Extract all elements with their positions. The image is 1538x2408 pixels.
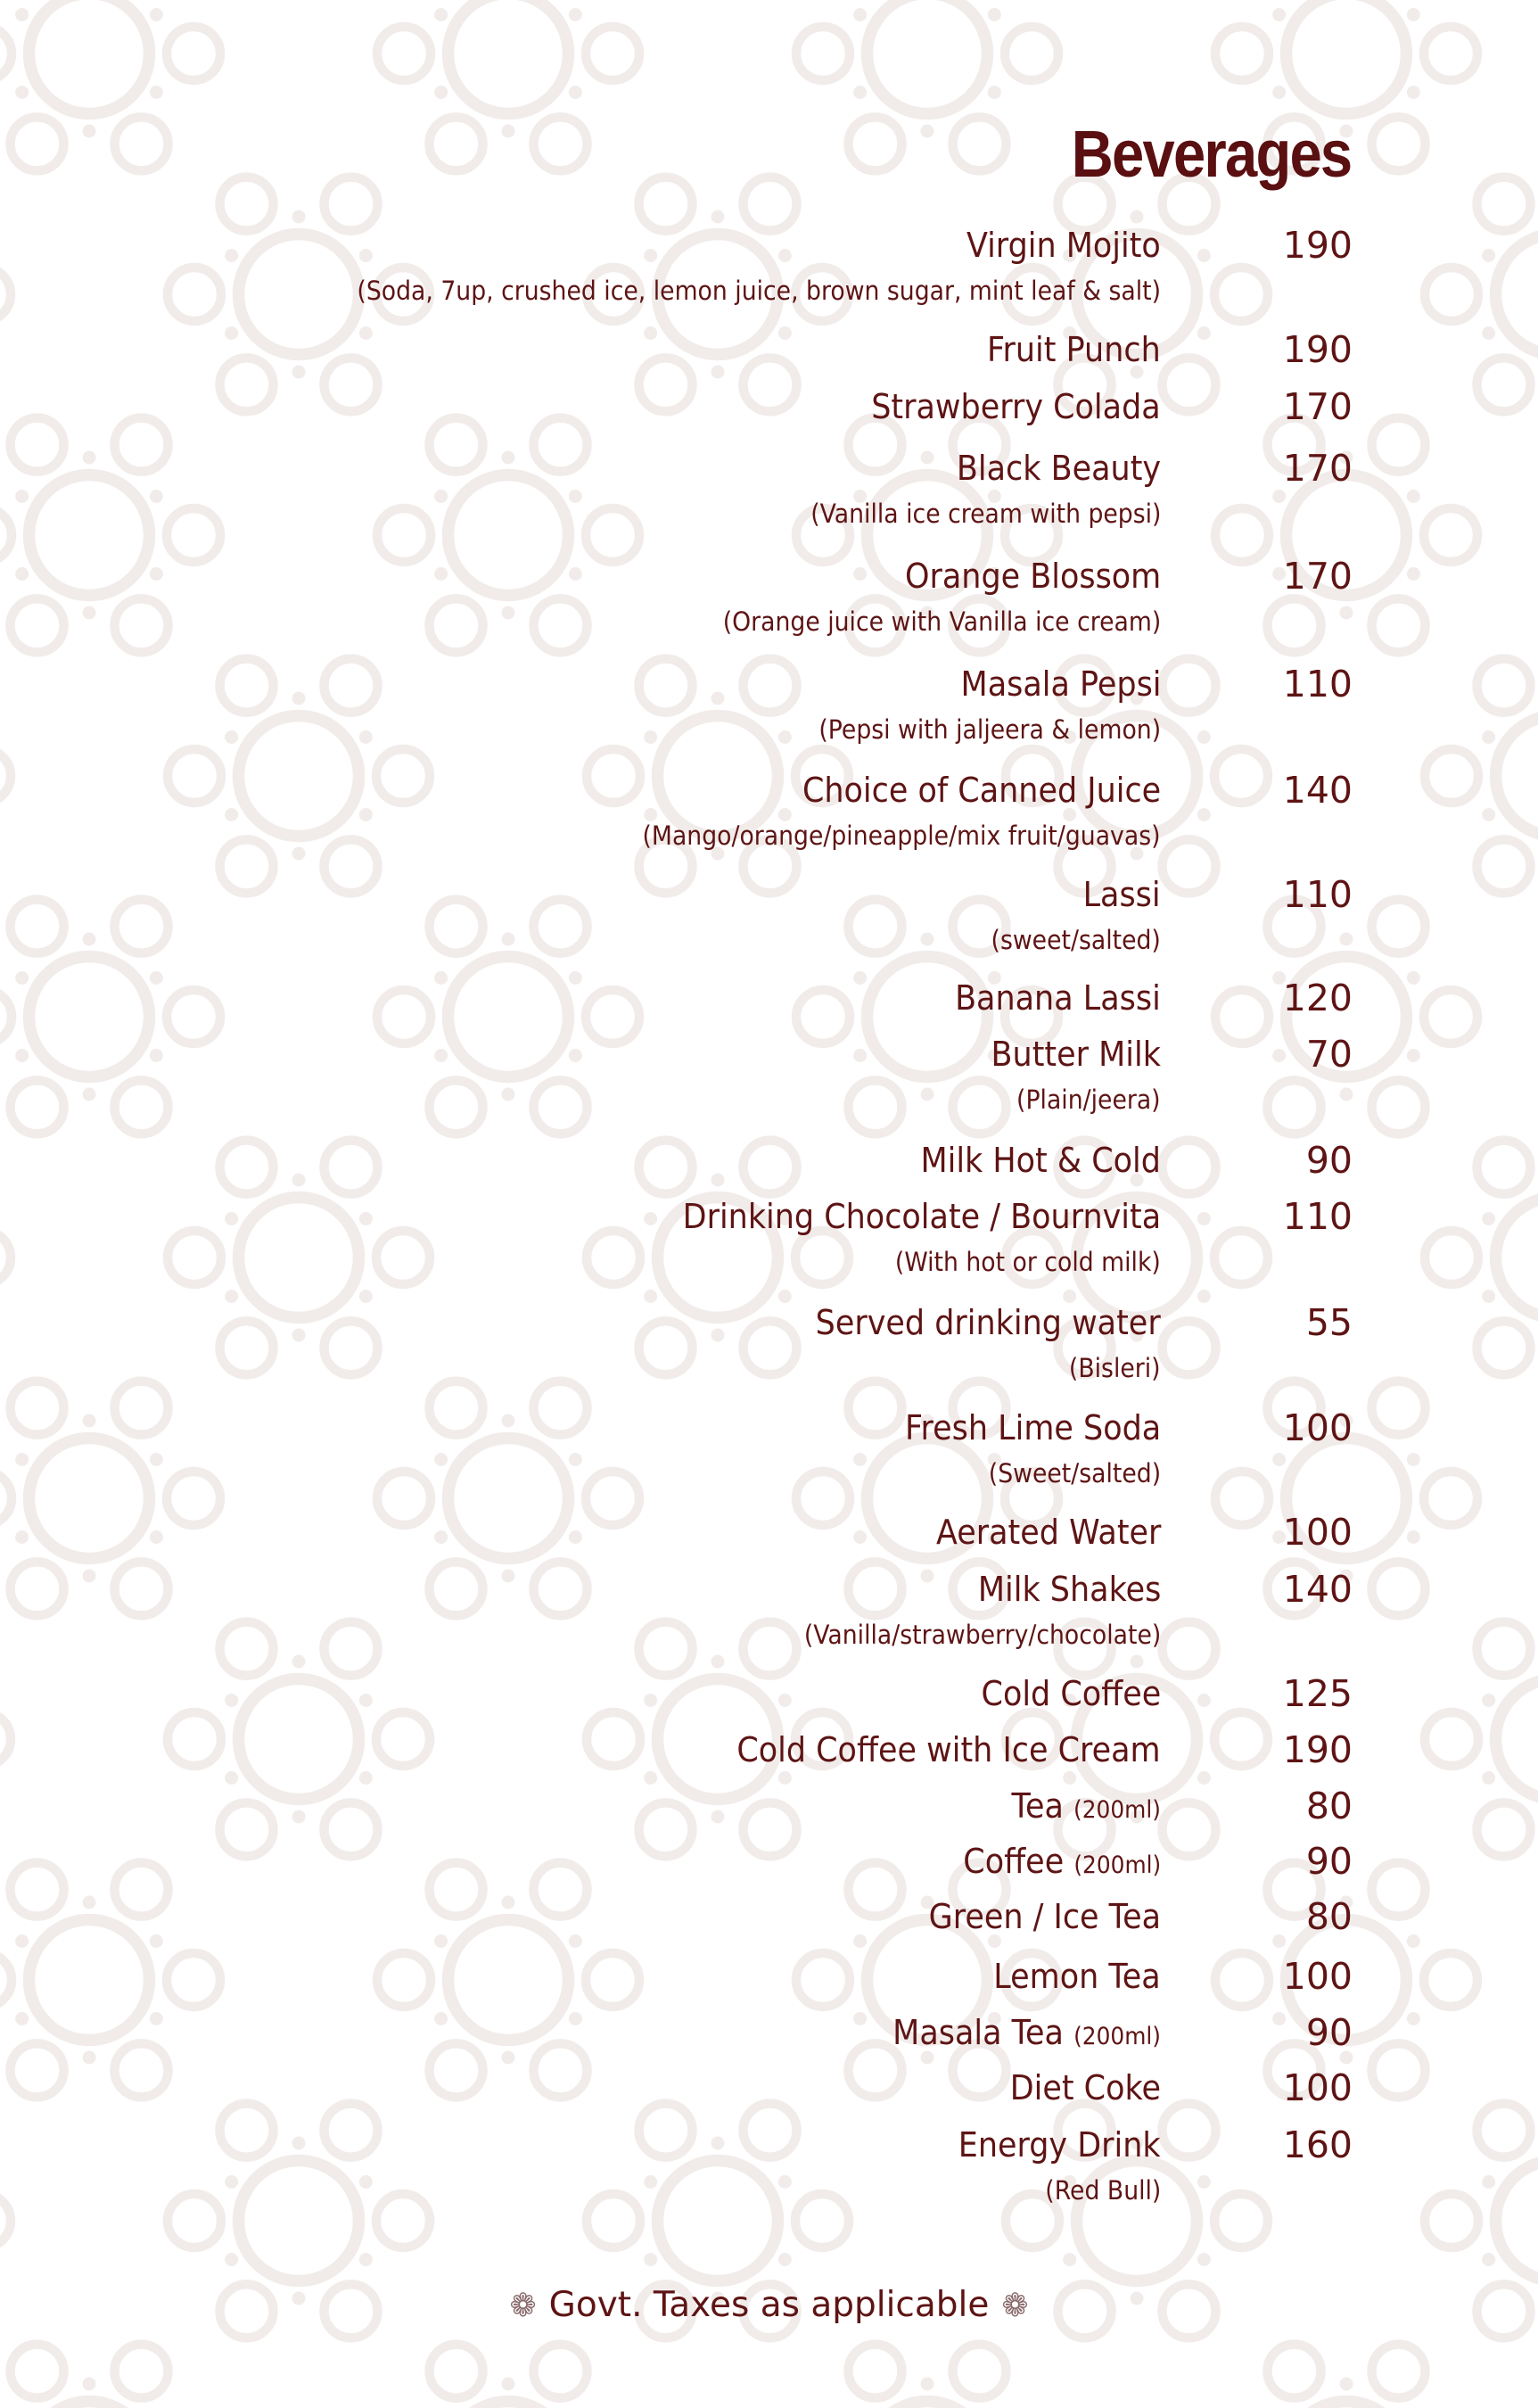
item-price: 160 bbox=[1282, 2123, 1353, 2166]
item-name bbox=[978, 1570, 1161, 1609]
item-price: 70 bbox=[1305, 1033, 1353, 1076]
flower-motif bbox=[377, 1863, 639, 2098]
flower-motif bbox=[0, 900, 220, 1134]
item-name bbox=[683, 1197, 1161, 1236]
item-price: 100 bbox=[1282, 1511, 1353, 1554]
item-name bbox=[1083, 875, 1161, 914]
item-name-text: Choice of Canned Juice bbox=[802, 771, 1161, 810]
item-price: 170 bbox=[1282, 385, 1353, 428]
item-price: 110 bbox=[1282, 1195, 1353, 1238]
item-description: (Pepsi with jaljeera & lemon) bbox=[818, 714, 1161, 745]
item-name-text: Energy Drink bbox=[958, 2125, 1161, 2165]
flower-motif bbox=[0, 2345, 220, 2408]
footer-text: Govt. Taxes as applicable bbox=[548, 2285, 990, 2325]
item-name-text: Masala Tea bbox=[892, 2013, 1064, 2052]
item-name bbox=[872, 387, 1161, 426]
item-price: 140 bbox=[1282, 1568, 1353, 1611]
flower-ornament-icon: ❁ bbox=[509, 2288, 537, 2324]
item-name-text: Cold Coffee with Ice Cream bbox=[736, 1730, 1161, 1769]
flower-motif bbox=[377, 1381, 639, 1616]
item-price: 110 bbox=[1282, 873, 1353, 916]
item-price: 110 bbox=[1282, 663, 1353, 705]
item-description: (With hot or cold milk) bbox=[895, 1247, 1161, 1277]
item-description: (Orange juice with Vanilla ice cream) bbox=[722, 606, 1161, 637]
item-name-text: Served drinking water bbox=[815, 1303, 1161, 1342]
item-price: 90 bbox=[1305, 2011, 1353, 2054]
item-price: 100 bbox=[1282, 2066, 1353, 2109]
item-name bbox=[960, 664, 1161, 704]
item-price: 100 bbox=[1282, 1406, 1353, 1449]
flower-motif bbox=[0, 659, 11, 894]
item-name bbox=[816, 1303, 1161, 1342]
item-size: (200ml) bbox=[1073, 1796, 1161, 1824]
item-name-text: Tea bbox=[1011, 1786, 1064, 1826]
flower-motif bbox=[1425, 1141, 1538, 1375]
item-name-text: Banana Lassi bbox=[955, 978, 1161, 1018]
item-name-text: Aerated Water bbox=[935, 1513, 1161, 1552]
item-description: (Sweet/salted) bbox=[988, 1458, 1161, 1489]
flower-motif bbox=[0, 1622, 11, 1857]
item-price: 125 bbox=[1282, 1672, 1353, 1715]
item-name bbox=[936, 1513, 1161, 1552]
item-name-text: Cold Coffee bbox=[981, 1674, 1161, 1713]
flower-motif bbox=[587, 1141, 849, 1375]
item-name bbox=[737, 1730, 1161, 1769]
flower-motif bbox=[168, 1141, 430, 1375]
item-name-text: Drinking Chocolate / Bournvita bbox=[682, 1197, 1161, 1236]
item-name bbox=[929, 1897, 1161, 1936]
flower-motif bbox=[796, 2345, 1058, 2408]
item-name bbox=[1012, 1786, 1161, 1826]
item-name-text: Black Beauty bbox=[956, 449, 1161, 488]
flower-motif bbox=[168, 659, 430, 894]
item-name bbox=[802, 771, 1161, 810]
item-name-text: Coffee bbox=[963, 1842, 1064, 1881]
item-price: 90 bbox=[1305, 1139, 1353, 1182]
item-price: 80 bbox=[1305, 1895, 1353, 1938]
item-name bbox=[981, 1674, 1161, 1713]
flower-motif bbox=[377, 0, 639, 170]
flower-motif bbox=[0, 1381, 220, 1616]
item-description: (sweet/salted) bbox=[991, 925, 1161, 955]
item-price: 120 bbox=[1282, 977, 1353, 1019]
flower-motif bbox=[1425, 659, 1538, 894]
item-name bbox=[958, 2125, 1161, 2165]
item-price: 190 bbox=[1282, 224, 1353, 267]
item-description: (Red Bull) bbox=[1044, 2175, 1161, 2206]
item-description: (Mango/orange/pineapple/mix fruit/guavas) bbox=[643, 821, 1161, 851]
flower-motif bbox=[0, 1863, 220, 2098]
item-price: 100 bbox=[1282, 1955, 1353, 1998]
item-name bbox=[1010, 2068, 1161, 2107]
item-price: 170 bbox=[1282, 447, 1353, 490]
item-price: 190 bbox=[1282, 328, 1353, 371]
flower-motif bbox=[0, 1141, 11, 1375]
item-price: 190 bbox=[1282, 1728, 1353, 1771]
item-price: 55 bbox=[1305, 1301, 1353, 1344]
item-price: 80 bbox=[1305, 1785, 1353, 1827]
item-size: (200ml) bbox=[1073, 1851, 1161, 1879]
flower-motif bbox=[1425, 177, 1538, 412]
flower-motif bbox=[796, 0, 1058, 170]
item-price: 90 bbox=[1305, 1840, 1353, 1883]
item-name-text: Milk Shakes bbox=[977, 1570, 1161, 1609]
item-name-text: Fruit Punch bbox=[987, 330, 1161, 369]
item-price: 170 bbox=[1282, 555, 1353, 598]
flower-motif bbox=[0, 418, 220, 653]
item-name-text: Green / Ice Tea bbox=[928, 1897, 1161, 1936]
item-name bbox=[892, 2013, 1161, 2052]
footer-note bbox=[0, 2285, 1538, 2325]
flower-motif bbox=[1425, 1622, 1538, 1857]
item-price: 140 bbox=[1282, 769, 1353, 812]
item-name bbox=[991, 1035, 1161, 1074]
item-name bbox=[905, 557, 1161, 596]
flower-motif bbox=[377, 2345, 639, 2408]
item-name-text: Orange Blossom bbox=[904, 557, 1161, 596]
item-name bbox=[920, 1141, 1161, 1180]
item-name-text: Masala Pepsi bbox=[960, 664, 1161, 704]
item-description: (Plain/jeera) bbox=[1016, 1084, 1161, 1115]
flower-motif bbox=[377, 900, 639, 1134]
item-name bbox=[966, 226, 1161, 265]
flower-motif bbox=[168, 1622, 430, 1857]
item-name bbox=[905, 1408, 1161, 1447]
item-name-text: Virgin Mojito bbox=[966, 226, 1161, 265]
flower-motif bbox=[1215, 2345, 1477, 2408]
item-name-text: Diet Coke bbox=[1009, 2068, 1161, 2107]
page-title: Beverages bbox=[1071, 117, 1351, 191]
flower-motif bbox=[0, 177, 11, 412]
item-name bbox=[955, 978, 1161, 1018]
item-description: (Bisleri) bbox=[1069, 1353, 1161, 1383]
flower-ornament-icon: ❁ bbox=[1001, 2288, 1029, 2324]
item-name bbox=[994, 1957, 1161, 1996]
item-name-text: Lemon Tea bbox=[993, 1957, 1161, 1996]
item-name-text: Lassi bbox=[1082, 875, 1161, 914]
item-name-text: Fresh Lime Soda bbox=[904, 1408, 1161, 1447]
item-size: (200ml) bbox=[1073, 2023, 1161, 2050]
item-description: (Soda, 7up, crushed ice, lemon juice, brown sugar, mint leaf & salt) bbox=[357, 276, 1161, 306]
item-name bbox=[957, 449, 1161, 488]
flower-motif bbox=[377, 418, 639, 653]
item-name-text: Milk Hot & Cold bbox=[920, 1141, 1161, 1180]
item-name-text: Butter Milk bbox=[991, 1035, 1161, 1074]
item-description: (Vanilla ice cream with pepsi) bbox=[810, 499, 1161, 529]
item-name bbox=[963, 1842, 1161, 1881]
item-name-text: Strawberry Colada bbox=[871, 387, 1161, 426]
flower-motif bbox=[0, 0, 220, 170]
item-name bbox=[987, 330, 1161, 369]
item-description: (Vanilla/strawberry/chocolate) bbox=[803, 1620, 1161, 1650]
